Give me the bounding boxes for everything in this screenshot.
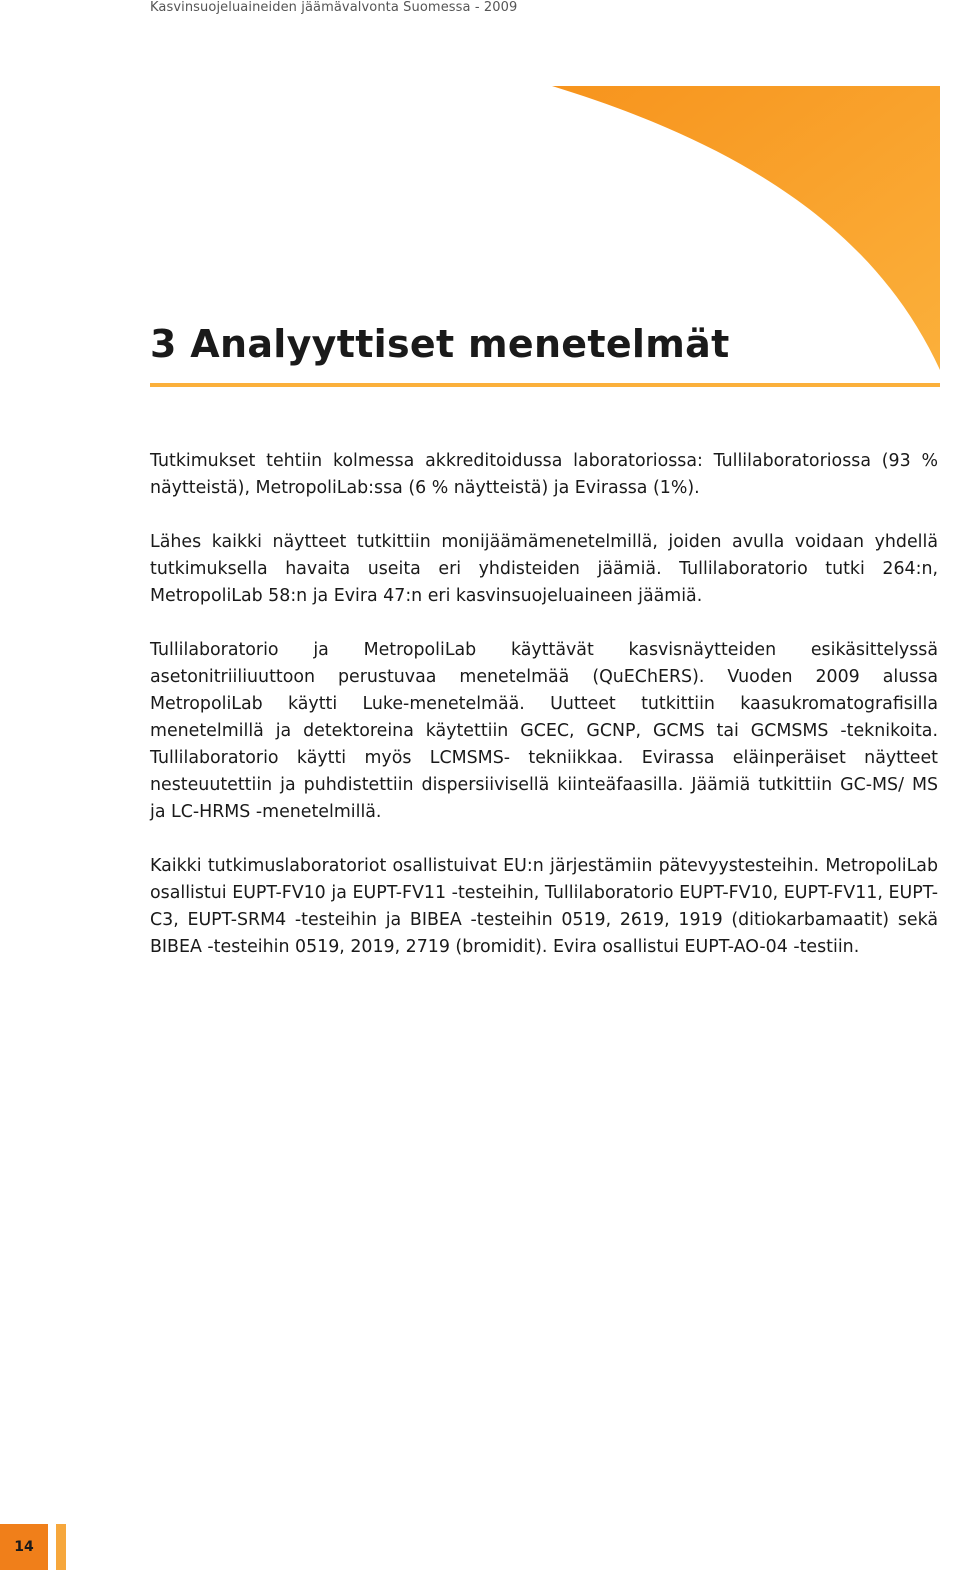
page-number: 14 — [14, 1539, 34, 1555]
title-underline — [150, 383, 940, 387]
paragraph-laboratories: Tutkimukset tehtiin kolmessa akkreditoidussa laboratoriossa: Tullilaboratoriossa (93 % näytteistä), MetropoliLab:ssa (6 % näytteistä) ja Evirassa (1%). — [150, 451, 938, 498]
paragraph-proficiency-tests: Kaikki tutkimuslaboratoriot osallistuivat EU:n järjestämiin pätevyystesteihin. MetropoliLab osallistui EUPT-FV10 ja EUPT-FV11 -testeihin, Tullilaboratorio EUPT-FV10, EUPT-FV11, EUPT-C3, EUPT-SRM4 -testeihin ja BIBEA -testeihin 0519, 2619, 1919 (ditiokarbamaatit) sekä BIBEA -testeihin 0519, 2019, 2719 (bromidit). Evira osallistui EUPT-AO-04 -testiin. — [150, 856, 938, 957]
paragraph-sample-preparation: Tullilaboratorio ja MetropoliLab käyttävät kasvisnäytteiden esikäsittelyssä asetonitriiliuuttoon perustuvaa menetelmää (QuEChERS). Vuoden 2009 alussa MetropoliLab käytti Luke-menetelmää. Uutteet tutkittiin kaasukromatografisilla menetelmillä ja detektoreina käytettiin GCEC, GCNP, GCMS tai GCMSMS -teknikoita. Tullilaboratorio käytti myös LCMSMS- tekniikkaa. Evirassa eläinperäiset näytteet nesteuutettiin ja puhdistettiin dispersiivisellä kiinteäfaasilla. Jäämiä tutkittiin GC-MS/ MS ja LC-HRMS -menetelmillä. — [150, 640, 938, 822]
paragraph-multiresidue-methods: Lähes kaikki näytteet tutkittiin monijäämämenetelmillä, joiden avulla voidaan yhdellä tutkimuksella havaita useita eri yhdisteiden jäämiä. Tullilaboratorio tutki 264:n, MetropoliLab 58:n ja Evira 47:n eri kasvinsuojeluaineen jäämiä. — [150, 532, 938, 606]
running-header: Kasvinsuojeluaineiden jäämävalvonta Suomessa - 2009 — [150, 0, 518, 15]
chapter-title: 3 Analyyttiset menetelmät — [150, 322, 730, 366]
body-text — [150, 448, 938, 988]
page-number-box — [0, 1524, 52, 1570]
